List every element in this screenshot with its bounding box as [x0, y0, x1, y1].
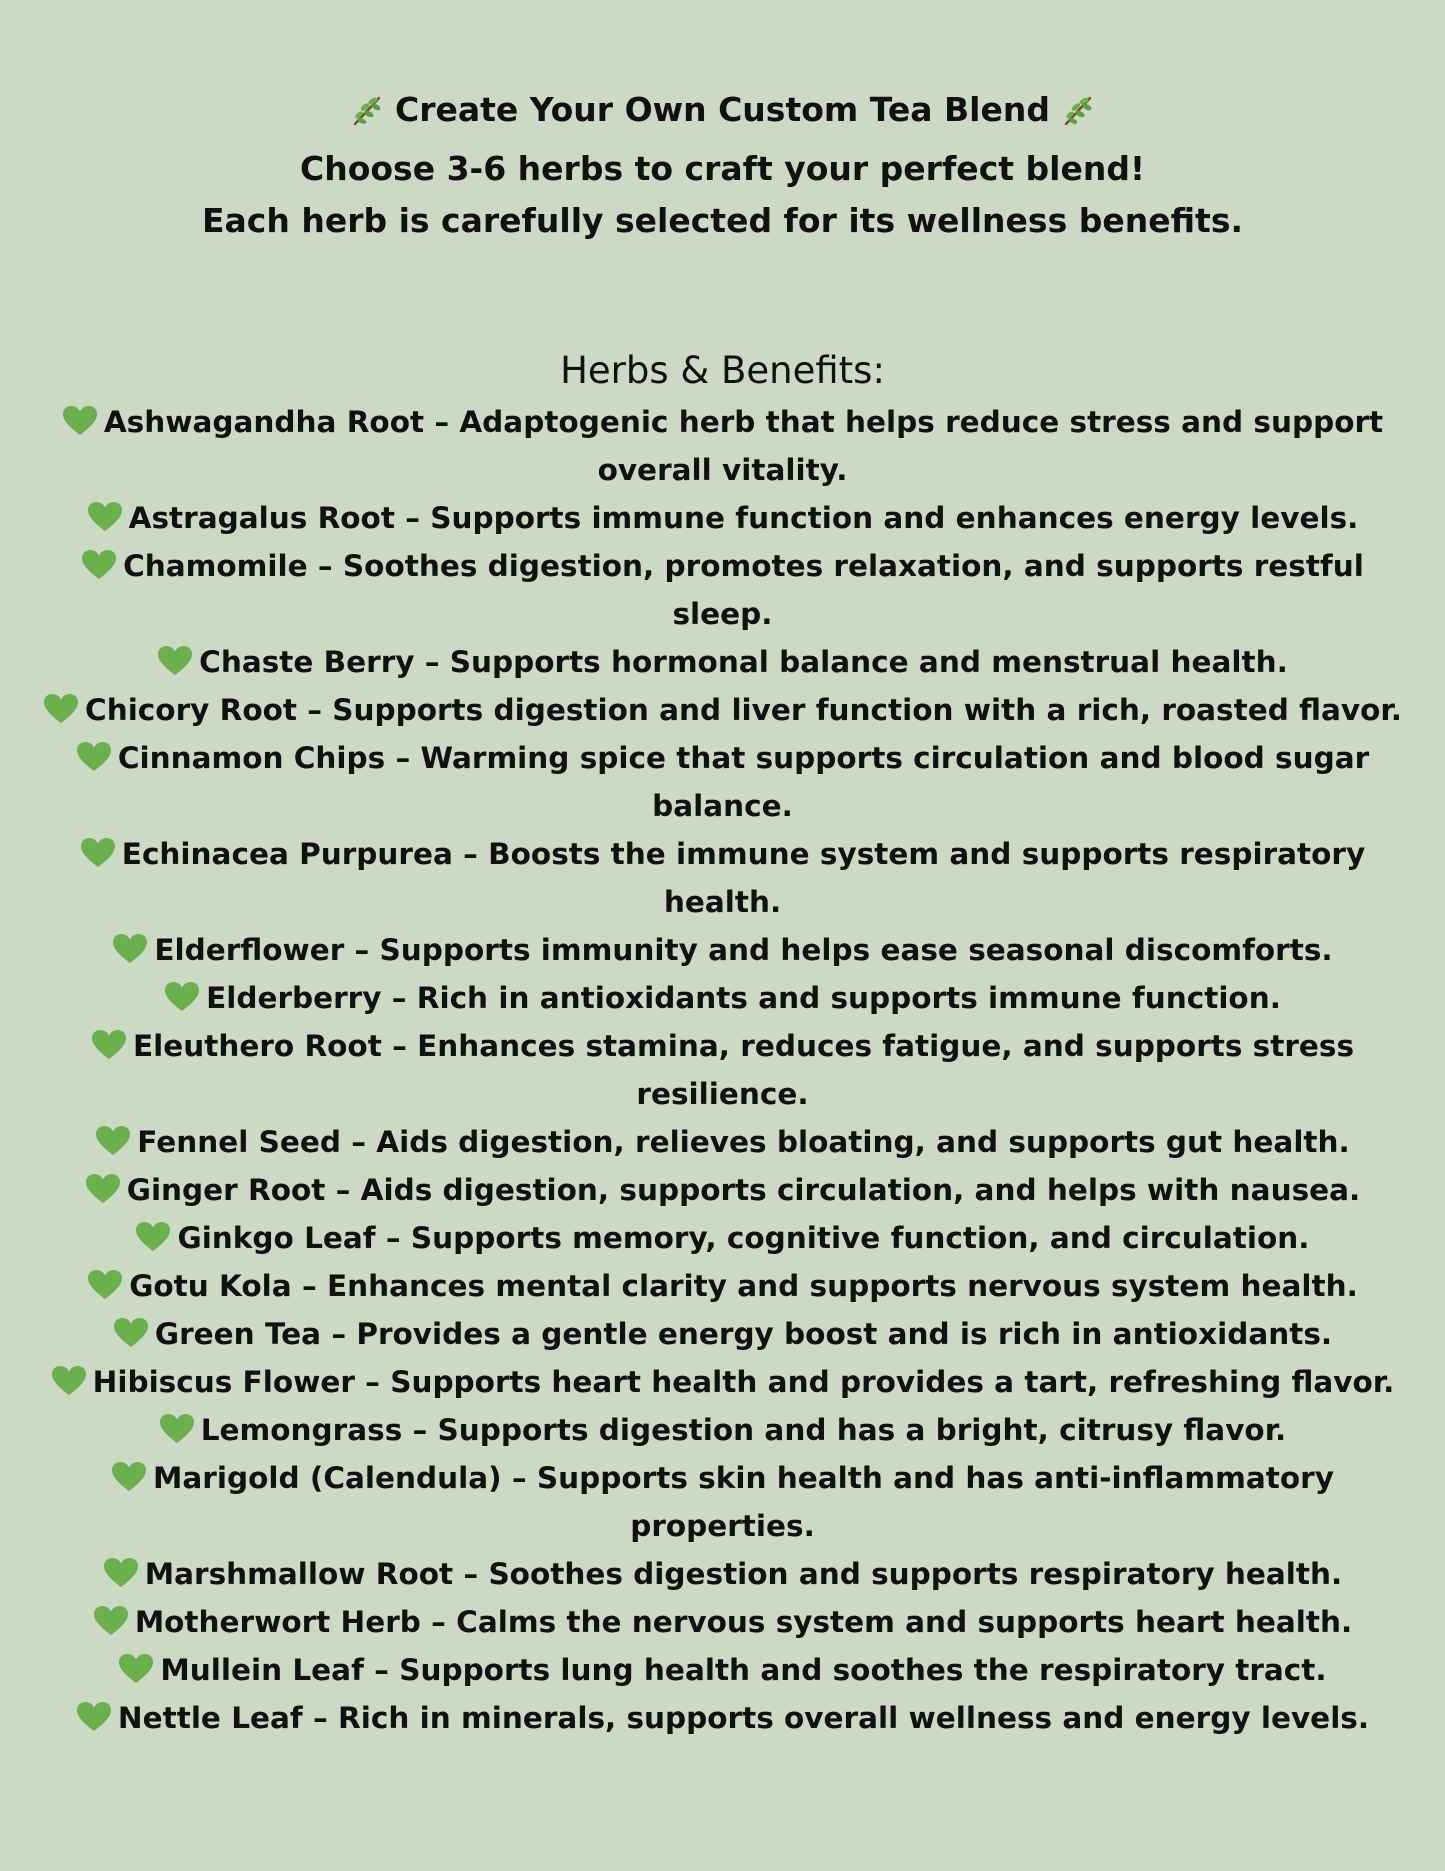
herb-item	[40, 1694, 1405, 1742]
herb-text: Echinacea Purpurea – Boosts the immune system and supports respiratory health.	[121, 837, 1366, 919]
herb-text: Ginger Root – Aids digestion, supports circulation, and helps with nausea.	[126, 1173, 1361, 1207]
herb-text: Lemongrass – Supports digestion and has a bright, citrusy flavor.	[200, 1413, 1287, 1447]
green-heart-icon	[112, 933, 148, 965]
green-heart-icon	[118, 1653, 154, 1685]
green-heart-icon	[80, 837, 116, 869]
herb-text: Marshmallow Root – Soothes digestion and supports respiratory health.	[144, 1557, 1343, 1591]
herb-text: Eleuthero Root – Enhances stamina, reduces fatigue, and supports stress resilience.	[132, 1029, 1355, 1111]
green-heart-icon	[93, 1605, 129, 1637]
green-heart-icon	[91, 1029, 127, 1061]
herb-text: Cinnamon Chips – Warming spice that supports circulation and blood sugar balance.	[117, 741, 1370, 823]
herb-item	[40, 734, 1405, 830]
green-heart-icon	[81, 549, 117, 581]
green-heart-icon	[87, 1269, 123, 1301]
herb-text: Chicory Root – Supports digestion and liver function with a rich, roasted flavor.	[85, 693, 1402, 727]
herb-item	[40, 1406, 1405, 1454]
herb-item	[40, 1118, 1405, 1166]
herb-text: Ginkgo Leaf – Supports memory, cognitive function, and circulation.	[177, 1221, 1310, 1255]
page-title: Create Your Own Custom Tea Blend	[394, 90, 1050, 129]
green-heart-icon	[87, 501, 123, 533]
herb-list	[40, 398, 1405, 1742]
green-heart-icon	[43, 693, 79, 725]
green-heart-icon	[85, 1173, 121, 1205]
green-heart-icon	[103, 1557, 139, 1589]
header	[0, 84, 1445, 247]
herb-item	[40, 1262, 1405, 1310]
herb-item	[40, 974, 1405, 1022]
herb-item	[40, 1598, 1405, 1646]
green-heart-icon	[76, 1701, 112, 1733]
herb-item	[40, 1646, 1405, 1694]
herb-text: Nettle Leaf – Rich in minerals, supports overall wellness and energy levels.	[117, 1701, 1370, 1735]
herb-item	[40, 1022, 1405, 1118]
herb-text: Marigold (Calendula) – Supports skin health and has anti-inflammatory properties.	[153, 1461, 1334, 1543]
herb-item	[40, 926, 1405, 974]
herb-item	[40, 494, 1405, 542]
green-heart-icon	[159, 1413, 195, 1445]
herb-item	[40, 1166, 1405, 1214]
green-heart-icon	[164, 981, 200, 1013]
green-heart-icon	[111, 1461, 147, 1493]
herb-item	[40, 398, 1405, 494]
green-heart-icon	[76, 741, 112, 773]
herb-item	[40, 830, 1405, 926]
herb-item	[40, 1358, 1405, 1406]
green-heart-icon	[95, 1125, 131, 1157]
herb-text: Ashwagandha Root – Adaptogenic herb that helps reduce stress and support overall vitality.	[103, 405, 1384, 487]
herb-sprig-icon	[349, 92, 385, 128]
herb-text: Elderberry – Rich in antioxidants and supports immune function.	[206, 981, 1281, 1015]
herb-text: Chaste Berry – Supports hormonal balance and menstrual health.	[199, 645, 1288, 679]
herb-text: Astragalus Root – Supports immune function and enhances energy levels.	[128, 501, 1359, 535]
green-heart-icon	[135, 1221, 171, 1253]
green-heart-icon	[51, 1365, 87, 1397]
subtitle-benefits: Each herb is carefully selected for its wellness benefits.	[202, 201, 1243, 240]
title-line	[349, 84, 1096, 136]
herb-item	[40, 1550, 1405, 1598]
herb-sprig-icon	[1060, 92, 1096, 128]
green-heart-icon	[113, 1317, 149, 1349]
herb-item	[40, 686, 1405, 734]
subtitle-instructions: Choose 3-6 herbs to craft your perfect blend!	[300, 149, 1145, 188]
herb-text: Chamomile – Soothes digestion, promotes relaxation, and supports restful sleep.	[123, 549, 1364, 631]
section-title: Herbs & Benefits:	[560, 349, 885, 392]
green-heart-icon	[157, 645, 193, 677]
herb-text: Mullein Leaf – Supports lung health and soothes the respiratory tract.	[160, 1653, 1327, 1687]
herb-text: Gotu Kola – Enhances mental clarity and supports nervous system health.	[129, 1269, 1358, 1303]
green-heart-icon	[62, 405, 98, 437]
herb-text: Hibiscus Flower – Supports heart health and provides a tart, refreshing flavor.	[92, 1365, 1395, 1399]
herb-item	[40, 542, 1405, 638]
herb-text: Motherwort Herb – Calms the nervous system and supports heart health.	[134, 1605, 1353, 1639]
herb-item	[40, 638, 1405, 686]
herb-text: Fennel Seed – Aids digestion, relieves bloating, and supports gut health.	[137, 1125, 1350, 1159]
herb-item	[40, 1214, 1405, 1262]
herb-item	[40, 1454, 1405, 1550]
herb-item	[40, 1310, 1405, 1358]
herb-text: Elderflower – Supports immunity and helps ease seasonal discomforts.	[154, 933, 1333, 967]
herb-text: Green Tea – Provides a gentle energy boost and is rich in antioxidants.	[154, 1317, 1333, 1351]
